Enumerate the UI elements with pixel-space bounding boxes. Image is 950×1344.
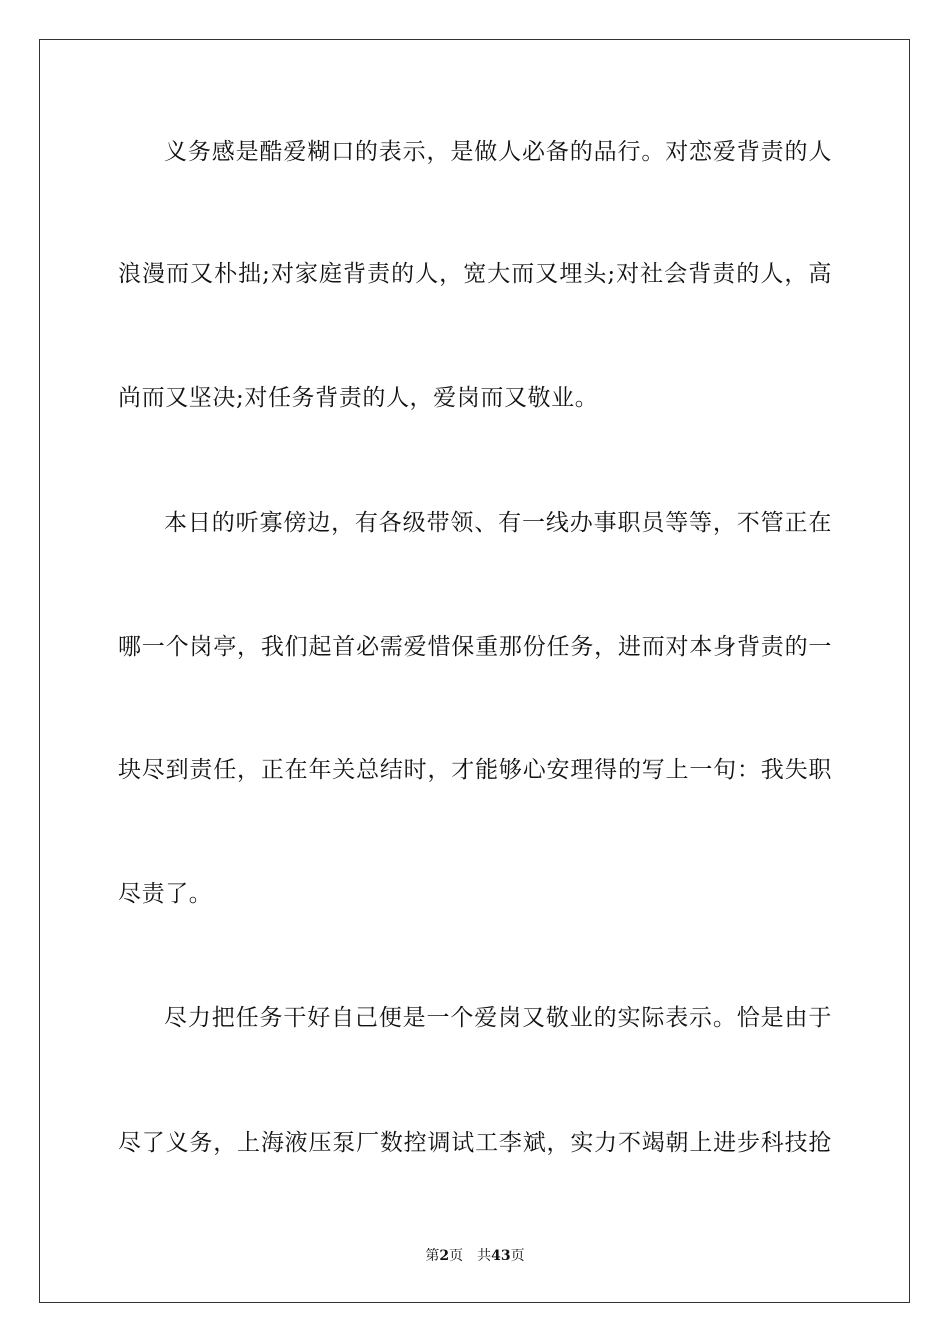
text-line: 尽力把任务干好自己便是一个爱岗又敬业的实际表示。恰是由于 bbox=[164, 1005, 832, 1031]
footer-page-prefix: 第 bbox=[425, 1248, 440, 1264]
footer-page-suffix: 页 bbox=[449, 1248, 464, 1264]
text-line: 尽了义务，上海液压泵厂数控调试工李斌，实力不竭朝上进步科技抢 bbox=[118, 1130, 832, 1156]
text-line: 尽责了。 bbox=[118, 881, 213, 907]
footer-total-prefix: 共 bbox=[477, 1248, 492, 1264]
footer-total-suffix: 页 bbox=[510, 1248, 525, 1264]
text-line: 浪漫而又朴拙;对家庭背责的人，宽大而又埋头;对社会背责的人，高 bbox=[118, 261, 832, 287]
text-line: 块尽到责任，正在年关总结时，才能够心安理得的写上一句：我失职 bbox=[118, 757, 832, 783]
text-line: 义务感是酷爱糊口的表示，是做人必备的品行。对恋爱背责的人 bbox=[164, 139, 832, 165]
footer-page-number: 2 bbox=[439, 1248, 450, 1264]
text-line: 哪一个岗亭，我们起首必需爱惜保重那份任务，进而对本身背责的一 bbox=[118, 634, 832, 660]
footer-total-pages: 43 bbox=[491, 1248, 511, 1264]
page-border bbox=[39, 39, 910, 1303]
text-line: 尚而又坚决;对任务背责的人，爱岗而又敬业。 bbox=[118, 385, 599, 411]
page-footer bbox=[0, 1247, 950, 1265]
text-line: 本日的听寡傍边，有各级带领、有一线办事职员等等，不管正在 bbox=[164, 510, 832, 536]
